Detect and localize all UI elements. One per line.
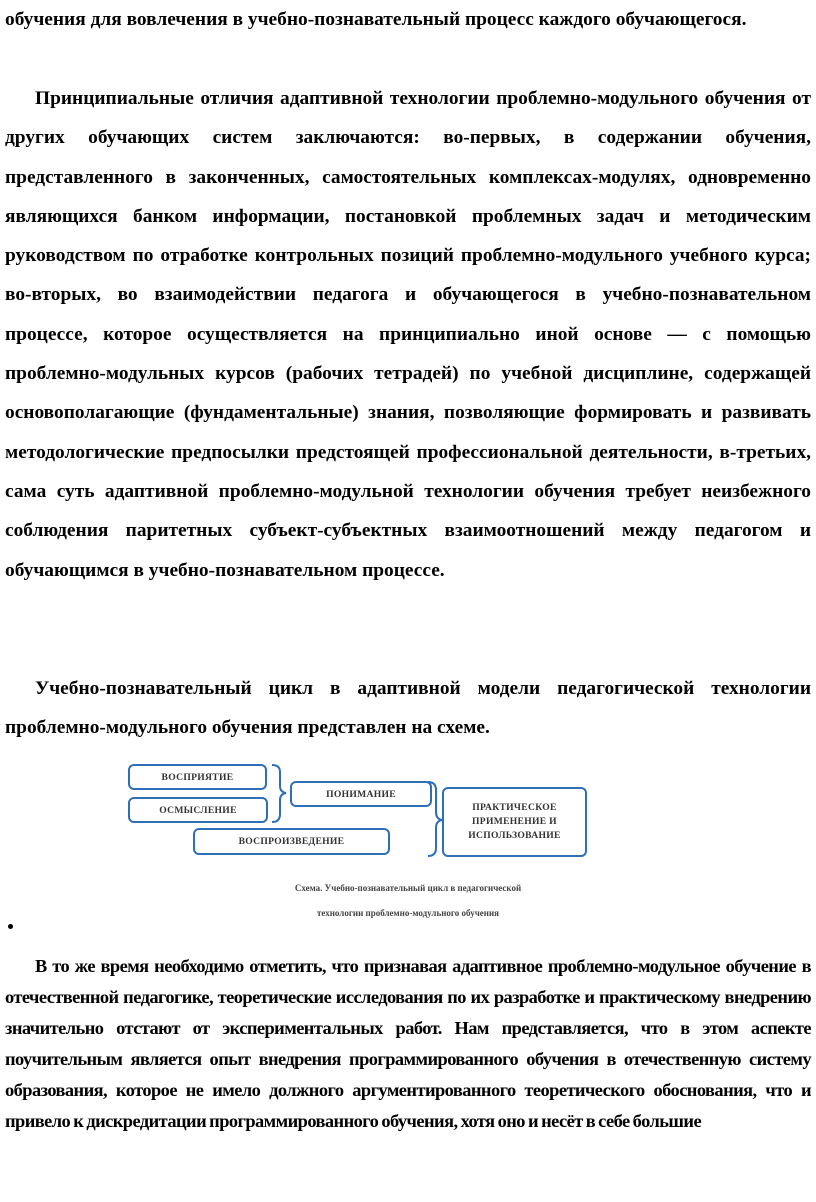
scheme-box-understanding: ПОНИМАНИЕ bbox=[290, 781, 432, 807]
brace-left bbox=[272, 765, 286, 822]
scheme-box-reproduction: ВОСПРОИЗВЕДЕНИЕ bbox=[193, 828, 390, 855]
paragraph-principles: Принципиальные отличия адаптивной технологии проблемно-модульного обучения от других обучающих систем заключаются: во-первых, в содержании обучения, представленного в законченных, самостоятельных комплексах-модулях, одновременно являющихся банком информации, постановкой проблемных задач и методическим руководством по отработке контрольных позиций проблемно-модульного учебного курса; во-вторых, во взаимодействии педагога и обучающегося в учебно-познавательном процессе, которое осуществляется на принципиально иной основе — с помощью проблемно-модульных курсов (рабочих тетрадей) по учебной дисциплине, содержащей основополагающие (фундаментальные) знания, позволяющие формировать и развивать методологические предпосылки предстоящей профессиональной деятельности, в-третьих, сама суть адаптивной проблемно-модульной технологии обучения требует неизбежного соблюдения паритетных субъект-субъектных взаимоотношений между педагогом и обучающимся в учебно-познавательном процессе. bbox=[5, 88, 811, 581]
scheme-caption-line2: технологии проблемно-модульного обучения bbox=[316, 908, 500, 918]
scheme-caption-line1: Схема. Учебно-познавательный цикл в педагогической bbox=[294, 883, 522, 893]
scheme-box-application: ПРАКТИЧЕСКОЕ ПРИМЕНЕНИЕ И ИСПОЛЬЗОВАНИЕ bbox=[442, 787, 587, 857]
scheme-box-perception: ВОСПРИЯТИЕ bbox=[128, 764, 267, 790]
list-bullet bbox=[8, 924, 13, 929]
paragraph-cycle: Учебно-познавательный цикл в адаптивной модели педагогической технологии проблемно-модульного обучения представлен на схеме. bbox=[5, 678, 811, 739]
paragraph-intro: обучения для вовлечения в учебно-познавательный процесс каждого обучающегося. bbox=[5, 9, 747, 30]
paragraph-conclusion: В то же время необходимо отметить, что признавая адаптивное проблемно-модульное обучение в отечественной педагогике, теоретические исследования по их разработке и практическому внедрению значительно отстают от экспериментальных работ. Нам представляется, что в этом аспекте поучительным является опыт внедрения программированного обучения в отечественную систему образования, которое не имело должного аргументированного теоретического обоснования, что и привело к дискредитации программированного обучения, хотя оно и несёт в себе большие bbox=[5, 956, 811, 1131]
scheme-box-comprehension: ОСМЫСЛЕНИЕ bbox=[128, 797, 268, 823]
